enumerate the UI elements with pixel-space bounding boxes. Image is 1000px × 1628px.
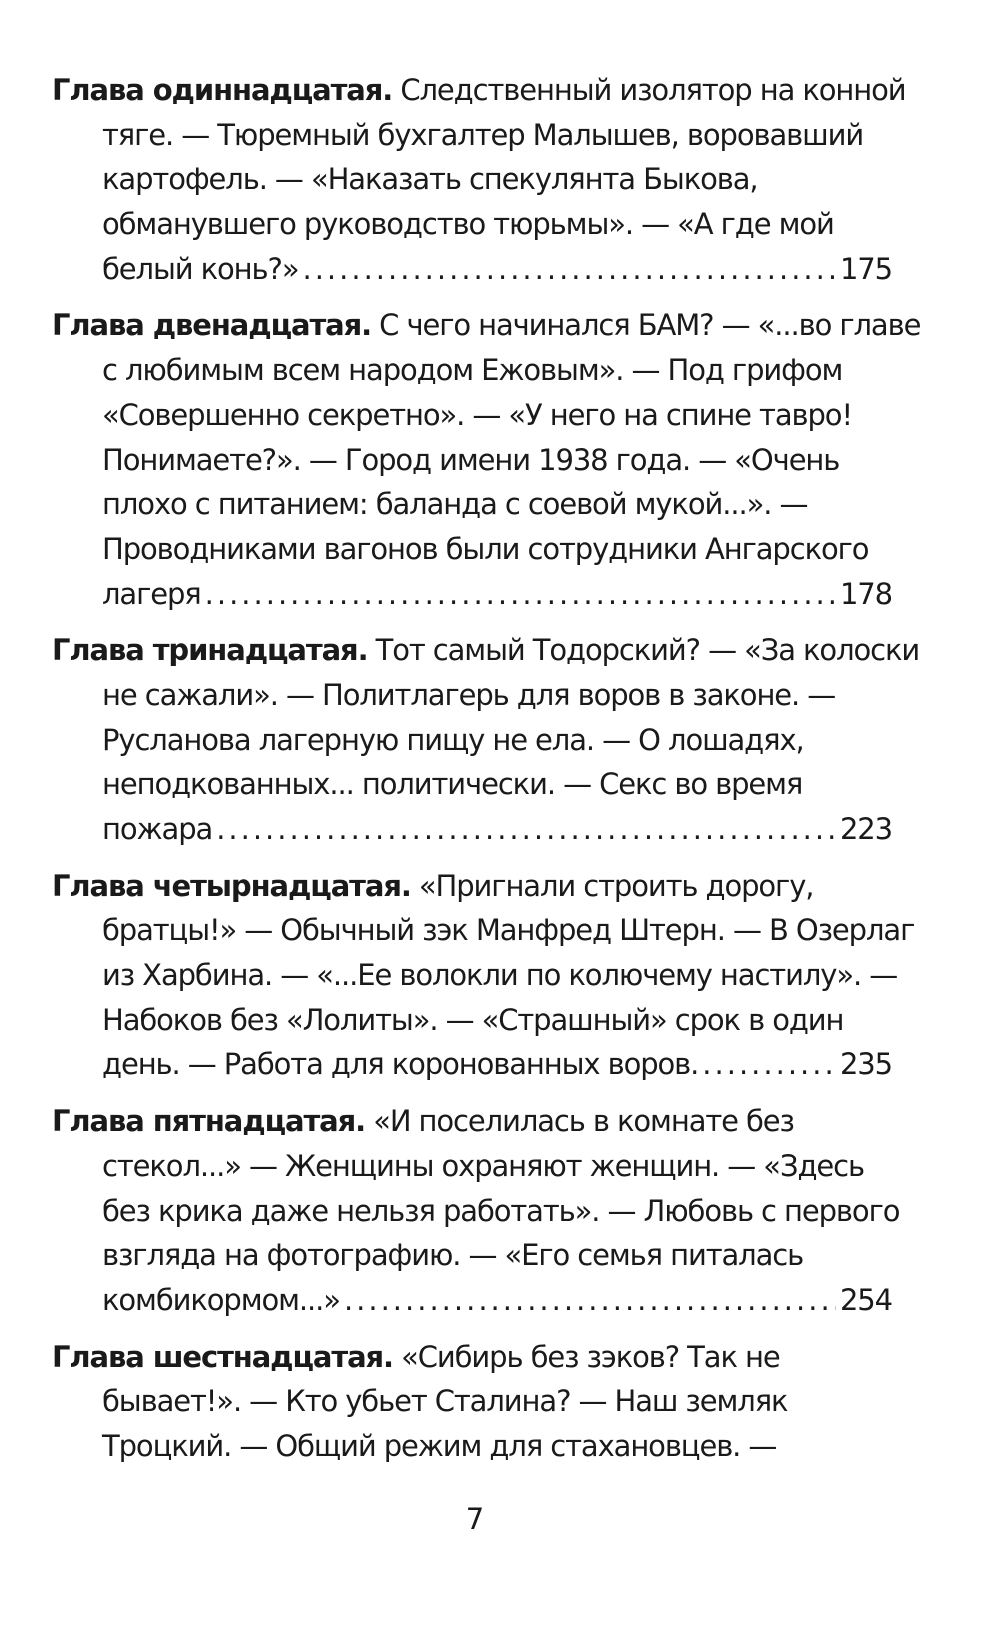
entry-last-line bbox=[52, 1278, 892, 1323]
page-number: 178 bbox=[839, 576, 892, 611]
entry-line: не сажали». — Политлагерь для воров в законе. — bbox=[102, 677, 836, 712]
page-number: 223 bbox=[839, 812, 892, 846]
entry-line: с любимым всем народом Ежовым». — Под грифом bbox=[102, 353, 843, 388]
entry-text: Тот самый Тодорский? — «За колоски bbox=[367, 633, 920, 668]
chapter-heading: Глава тринадцатая. bbox=[52, 633, 368, 668]
dot-leader bbox=[344, 1278, 836, 1323]
entry-line: неподкованных... политически. — Секс во время bbox=[102, 767, 803, 802]
entry-line: плохо с питанием: баланда с соевой мукой...». — bbox=[102, 487, 808, 522]
chapter-heading: Глава четырнадцатая. bbox=[52, 868, 411, 903]
page-footer-number: 7 bbox=[465, 1502, 485, 1536]
toc-entry-chapter-11 bbox=[52, 68, 906, 291]
entry-text: лагеря bbox=[102, 576, 201, 611]
entry-text: комбикормом...» bbox=[102, 1282, 340, 1317]
page-number: 254 bbox=[839, 1282, 892, 1317]
entry-line: картофель. — «Наказать спекулянта Быкова, bbox=[102, 162, 758, 197]
entry-first-line bbox=[52, 303, 921, 348]
entry-last-line bbox=[52, 1042, 892, 1087]
page-number: 175 bbox=[839, 251, 892, 286]
table-of-contents bbox=[52, 68, 921, 1481]
entry-line: без крика даже нельзя работать». — Любовь с первого bbox=[102, 1193, 900, 1228]
toc-entry-chapter-16 bbox=[52, 1335, 892, 1469]
entry-line: обманувшего руководство тюрьмы». — «А где мой bbox=[102, 207, 834, 242]
dot-leader bbox=[302, 247, 835, 292]
dot-leader bbox=[702, 1042, 836, 1087]
entry-line: тяге. — Тюремный бухгалтер Малышев, воровавший bbox=[102, 117, 864, 152]
entry-text: «Пригнали строить дорогу, bbox=[410, 868, 814, 903]
entry-line: Понимаете?». — Город имени 1938 года. — «Очень bbox=[102, 442, 840, 477]
entry-line: из Харбина. — «...Ее волокли по колючему настилу». — bbox=[102, 958, 898, 993]
entry-text: «И поселилась в комнате без bbox=[365, 1104, 794, 1139]
toc-entry-chapter-14 bbox=[52, 864, 915, 1087]
entry-line: Проводниками вагонов были сотрудники Ангарского bbox=[102, 531, 869, 566]
entry-first-line bbox=[52, 1335, 892, 1380]
entry-line: взгляда на фотографию. — «Его семья питалась bbox=[102, 1238, 804, 1273]
toc-entry-chapter-13 bbox=[52, 628, 920, 851]
page-number: 235 bbox=[839, 1047, 892, 1082]
entry-first-line bbox=[52, 1099, 892, 1144]
entry-text: пожара bbox=[102, 812, 213, 846]
entry-line: «Совершенно секретно». — «У него на спине тавро! bbox=[102, 397, 852, 432]
chapter-heading: Глава двенадцатая. bbox=[52, 308, 372, 343]
entry-last-line bbox=[52, 572, 892, 617]
entry-text: день. — Работа для коронованных воров. bbox=[102, 1047, 699, 1082]
entry-text: Следственный изолятор на конной bbox=[392, 73, 906, 107]
entry-text: белый конь?» bbox=[102, 251, 299, 286]
toc-entry-chapter-15 bbox=[52, 1099, 900, 1322]
dot-leader bbox=[216, 807, 836, 852]
entry-line: стекол...» — Женщины охраняют женщин. — «Здесь bbox=[102, 1148, 864, 1183]
entry-first-line bbox=[52, 628, 920, 673]
entry-text: С чего начинался БАМ? — «...во главе bbox=[371, 308, 921, 343]
entry-text: «Сибирь без зэков? Так не bbox=[392, 1339, 780, 1374]
entry-line: братцы!» — Обычный зэк Манфред Штерн. — В Озерлаг bbox=[102, 913, 915, 948]
entry-line: Русланова лагерную пищу не ела. — О лошадях, bbox=[102, 722, 804, 757]
chapter-heading: Глава пятнадцатая. bbox=[52, 1104, 366, 1139]
toc-entry-chapter-12 bbox=[52, 303, 921, 616]
entry-line: Набоков без «Лолиты». — «Страшный» срок в один bbox=[102, 1002, 844, 1037]
entry-last-line bbox=[52, 807, 892, 852]
entry-last-line bbox=[52, 247, 892, 292]
dot-leader bbox=[205, 572, 836, 617]
entry-line: бывает!». — Кто убьет Сталина? — Наш земляк bbox=[102, 1384, 788, 1419]
chapter-heading: Глава шестнадцатая. bbox=[52, 1339, 393, 1374]
entry-first-line bbox=[52, 864, 892, 909]
chapter-heading: Глава одиннадцатая. bbox=[52, 73, 393, 107]
entry-line: Троцкий. — Общий режим для стахановцев. — bbox=[102, 1428, 777, 1463]
entry-first-line bbox=[52, 68, 906, 113]
